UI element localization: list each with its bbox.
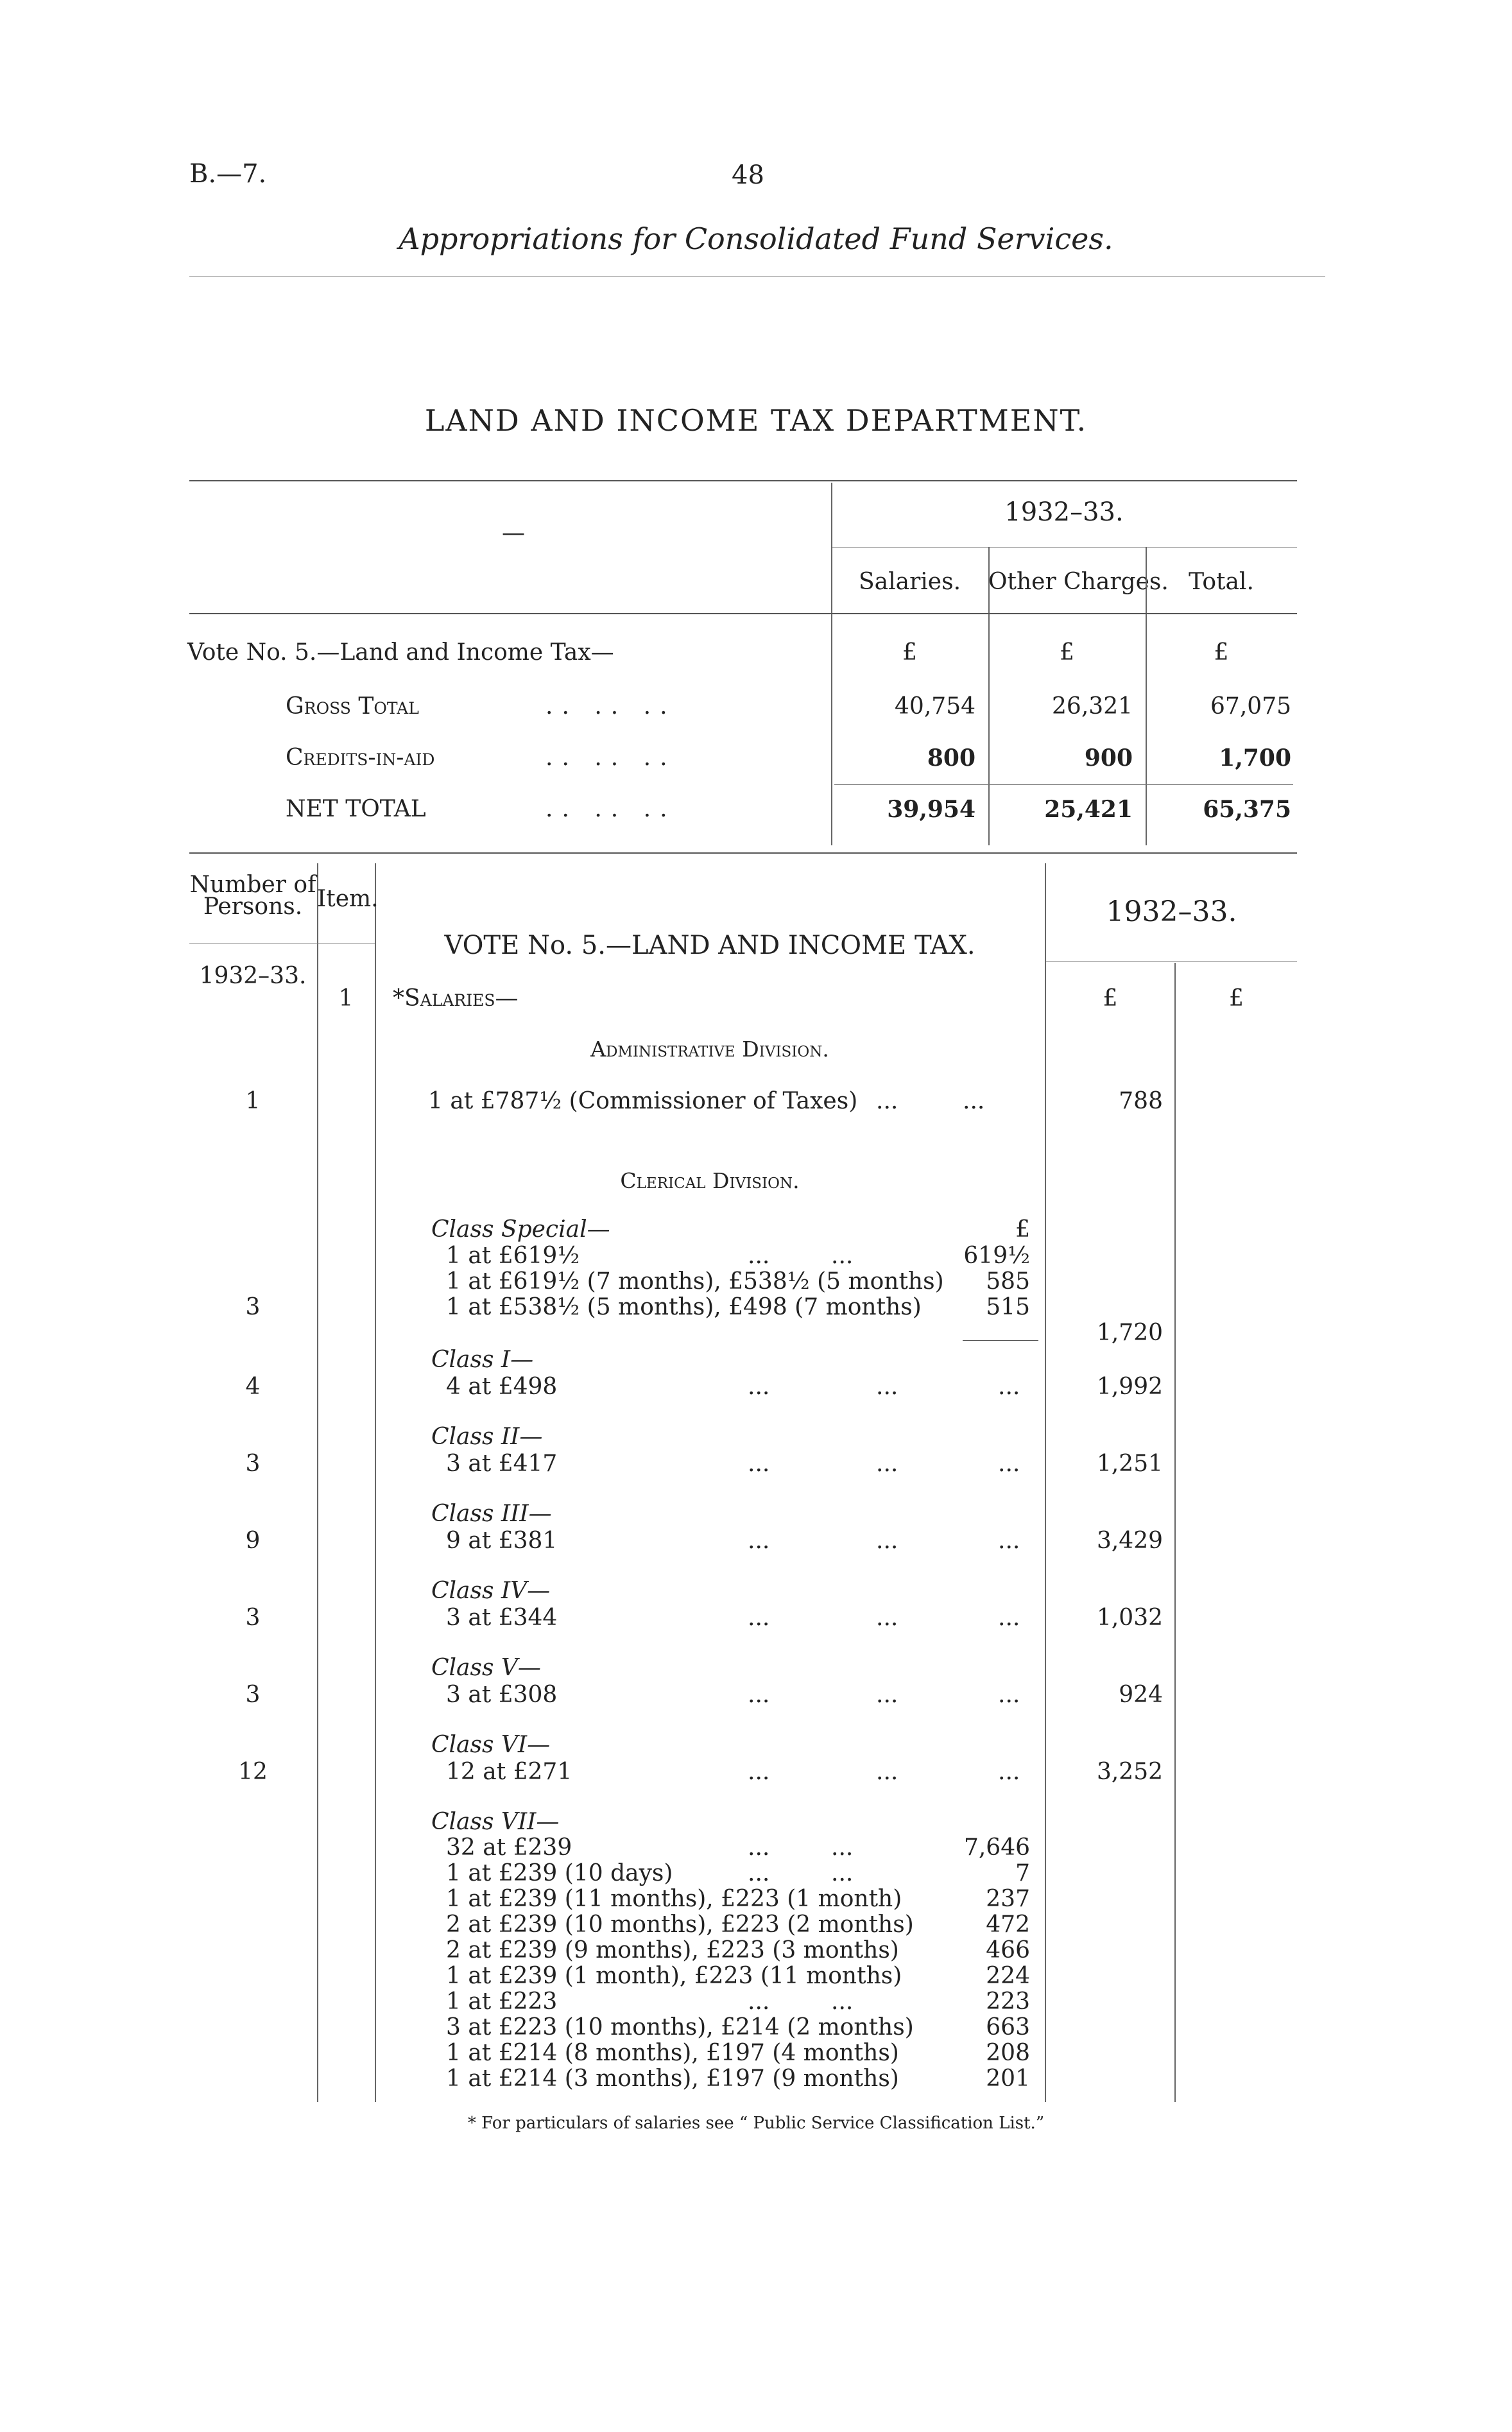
leader: ...: [748, 1243, 770, 1269]
header-divider: [189, 276, 1325, 277]
detail-year: 1932–33.: [1106, 895, 1237, 928]
detail-col-divider-total: [1174, 963, 1176, 2102]
sub-amount: 201: [986, 2065, 1030, 2092]
credits-total: 1,700: [1219, 745, 1291, 772]
leader: ...: [748, 1374, 770, 1400]
sub-amount: 7,646: [963, 1834, 1030, 1861]
sub-amount: 224: [986, 1963, 1030, 1989]
leader: ...: [748, 1528, 770, 1554]
admin-amount: 788: [1119, 1088, 1163, 1114]
detail-col-divider-amount: [1045, 863, 1046, 2102]
leader: ...: [831, 1834, 854, 1861]
class-line: 1 at £214 (8 months), £197 (4 months): [446, 2040, 899, 2066]
sub-amount: 585: [986, 1268, 1030, 1295]
sub-currency: £: [1015, 1216, 1030, 1243]
col-other-charges: Other Charges.: [988, 569, 1169, 595]
class-amount: 924: [1119, 1682, 1163, 1708]
class-special-total: 1,720: [1096, 1320, 1163, 1346]
class-label: Class V—: [431, 1655, 541, 1681]
admin-division-heading: Administrative Division.: [590, 1037, 829, 1062]
class-label: Class VII—: [431, 1809, 560, 1835]
subtotal-rule: [963, 1340, 1038, 1341]
class-persons: 3: [245, 1682, 261, 1708]
sub-amount: 466: [986, 1937, 1030, 1963]
persons-year: 1932–33.: [199, 963, 307, 989]
class-line: 3 at £308: [446, 1682, 558, 1708]
leader: ...: [831, 1988, 854, 2015]
class-line: 4 at £498: [446, 1374, 558, 1400]
document-ref: B.—7.: [189, 159, 267, 189]
class-persons: 4: [245, 1374, 261, 1400]
credits-salaries: 800: [927, 745, 975, 772]
sub-amount: 7: [1015, 1860, 1030, 1886]
leader: ...: [748, 1834, 770, 1861]
leader: ...: [876, 1374, 898, 1400]
class-amount: 3,429: [1096, 1528, 1163, 1554]
class-persons: 3: [245, 1605, 261, 1631]
class-label: Class VI—: [431, 1732, 551, 1758]
net-other: 25,421: [1044, 796, 1133, 823]
class-label: Class III—: [431, 1501, 552, 1527]
salaries-heading: *Salaries—: [393, 985, 519, 1012]
summary-year-rule: [832, 547, 1297, 548]
class-amount: 3,252: [1096, 1759, 1163, 1785]
footnote: * For particulars of salaries see “ Public Service Classification List.”: [467, 2114, 1045, 2133]
leader: ...: [748, 1759, 770, 1785]
currency-salaries: £: [902, 639, 917, 666]
leader: ...: [998, 1759, 1020, 1785]
class-persons: 12: [238, 1759, 268, 1785]
department-heading: LAND AND INCOME TAX DEPARTMENT.: [424, 403, 1088, 438]
class-label: Class IV—: [431, 1578, 551, 1604]
class-line: 1 at £214 (3 months), £197 (9 months): [446, 2065, 899, 2092]
leader: ...: [876, 1088, 898, 1114]
leader: ...: [831, 1243, 854, 1269]
leader: ...: [876, 1682, 898, 1708]
class-line: 1 at £619½ (7 months), £538½ (5 months): [446, 1268, 944, 1295]
leader: ...: [748, 1988, 770, 2015]
leader: ...: [963, 1088, 985, 1114]
sub-amount: 223: [986, 1988, 1030, 2015]
summary-top-rule: [189, 480, 1297, 481]
admin-persons: 1: [245, 1088, 261, 1114]
detail-top-rule: [189, 852, 1297, 854]
net-rule: [834, 784, 1293, 785]
currency-other: £: [1060, 639, 1074, 666]
col-persons: Number of Persons.: [189, 872, 316, 920]
class-line: 2 at £239 (10 months), £223 (2 months): [446, 1911, 914, 1938]
class-line: 32 at £239: [446, 1834, 572, 1861]
class-line: 1 at £223: [446, 1988, 558, 2015]
leader: ...: [998, 1374, 1020, 1400]
leader: ...: [876, 1605, 898, 1631]
credits-other: 900: [1084, 745, 1133, 772]
vote-title: VOTE No. 5.—LAND AND INCOME TAX.: [444, 931, 975, 960]
gross-total: 67,075: [1210, 693, 1291, 720]
gross-salaries: 40,754: [895, 693, 975, 720]
leader: ...: [998, 1682, 1020, 1708]
class-line: 9 at £381: [446, 1528, 558, 1554]
class-line: 3 at £344: [446, 1605, 558, 1631]
leader: ...: [998, 1451, 1020, 1477]
vote-label: Vote No. 5.—Land and Income Tax—: [187, 639, 614, 666]
net-total: 65,375: [1203, 796, 1291, 823]
row-label: Gross Total: [286, 693, 419, 720]
class-line: 3 at £417: [446, 1451, 558, 1477]
leader: ...: [748, 1605, 770, 1631]
col-salaries: Salaries.: [858, 569, 961, 595]
page-number: 48: [732, 160, 764, 190]
summary-dash: —: [502, 520, 525, 546]
sub-amount: 472: [986, 1911, 1030, 1938]
leader: ...: [998, 1528, 1020, 1554]
row-leader: .. .. ..: [546, 745, 676, 771]
detail-col-divider-persons: [317, 863, 318, 2102]
class-line: 1 at £538½ (5 months), £498 (7 months): [446, 1294, 922, 1320]
page-title: Appropriations for Consolidated Fund Services.: [399, 221, 1113, 256]
sub-amount: 515: [986, 1294, 1030, 1320]
summary-header-rule: [189, 613, 1297, 614]
leader: ...: [748, 1682, 770, 1708]
class-amount: 1,251: [1096, 1451, 1163, 1477]
leader: ...: [831, 1860, 854, 1886]
detail-currency-2: £: [1229, 985, 1244, 1012]
col-item: Item.: [317, 886, 379, 912]
admin-line: 1 at £787½ (Commissioner of Taxes): [428, 1088, 858, 1114]
leader: ...: [876, 1528, 898, 1554]
class-amount: 1,992: [1096, 1374, 1163, 1400]
item-number: 1: [338, 985, 354, 1012]
sub-amount: 663: [986, 2014, 1030, 2040]
class-persons: 3: [245, 1451, 261, 1477]
class-label: Class II—: [431, 1424, 543, 1450]
class-line: 1 at £239 (1 month), £223 (11 months): [446, 1963, 902, 1989]
row-label: NET TOTAL: [286, 796, 426, 822]
class-line: 1 at £239 (11 months), £223 (1 month): [446, 1886, 902, 1912]
class-persons: 9: [245, 1528, 261, 1554]
leader: ...: [876, 1451, 898, 1477]
row-leader: .. .. ..: [546, 693, 676, 720]
sub-amount: 237: [986, 1886, 1030, 1912]
class-line: 1 at £619½: [446, 1243, 580, 1269]
class-line: 2 at £239 (9 months), £223 (3 months): [446, 1937, 899, 1963]
class-label: Class I—: [431, 1347, 534, 1373]
leader: ...: [748, 1451, 770, 1477]
class-label: Class Special—: [431, 1216, 610, 1243]
leader: ...: [876, 1759, 898, 1785]
col-total: Total.: [1189, 569, 1254, 595]
class-amount: 1,032: [1096, 1605, 1163, 1631]
leader: ...: [748, 1860, 770, 1886]
class-line: 12 at £271: [446, 1759, 572, 1785]
row-leader: .. .. ..: [546, 796, 676, 822]
detail-currency-1: £: [1103, 985, 1118, 1012]
class-line: 1 at £239 (10 days): [446, 1860, 673, 1886]
clerical-division-heading: Clerical Division.: [620, 1168, 800, 1193]
class-line: 3 at £223 (10 months), £214 (2 months): [446, 2014, 914, 2040]
leader: ...: [998, 1605, 1020, 1631]
sub-amount: 619½: [963, 1243, 1030, 1269]
gross-other: 26,321: [1052, 693, 1133, 720]
row-label: Credits-in-aid: [286, 745, 435, 771]
summary-year: 1932–33.: [1004, 497, 1124, 527]
sub-amount: 208: [986, 2040, 1030, 2066]
net-salaries: 39,954: [887, 796, 975, 823]
currency-total: £: [1214, 639, 1229, 666]
class-special-persons: 3: [245, 1294, 261, 1320]
